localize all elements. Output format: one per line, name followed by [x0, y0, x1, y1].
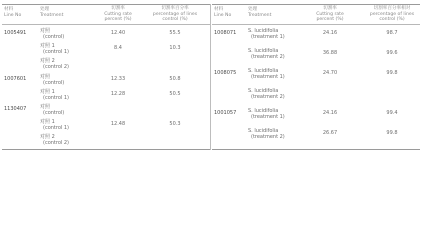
- header-cutting-rate: Cutting rate: [104, 11, 132, 17]
- cell-cutting-rate: 24.16: [322, 30, 338, 36]
- cell-percentage: 50.5: [169, 90, 181, 97]
- header-cutting-rate: 切割率: [323, 6, 337, 11]
- cell-treatment-sub: (treatment 2): [251, 94, 285, 100]
- bottom-rule: [212, 149, 420, 150]
- cell-percentage: 50.3: [169, 121, 181, 128]
- cell-cutting-rate: 12.28: [110, 90, 126, 97]
- cell-treatment: 对照: [40, 28, 51, 34]
- cell-cutting-rate: 12.40: [110, 30, 126, 36]
- cell-cutting-rate: 36.88: [322, 50, 338, 56]
- cell-line-no: 1008075: [214, 70, 237, 76]
- cell-line-no: 1007601: [4, 75, 27, 82]
- header-rule: [2, 24, 210, 25]
- cell-treatment-sub: (treatment 1): [251, 34, 285, 40]
- cell-treatment: S. lucidifolia: [248, 88, 279, 94]
- header-rule: [212, 24, 420, 25]
- header-cutting-rate: 切割率: [111, 6, 125, 11]
- header-line-no: Line No: [4, 13, 22, 18]
- header-cutting-rate: percent (%): [104, 17, 132, 22]
- header-treatment: Treatment: [40, 13, 64, 18]
- cell-percentage: 98.7: [386, 30, 398, 36]
- cell-cutting-rate: 24.70: [322, 70, 338, 76]
- cell-line-no: 1008071: [214, 30, 237, 36]
- cell-treatment-sub: (control 2): [43, 64, 70, 71]
- cell-treatment: S. lucidifolia: [248, 108, 279, 114]
- cell-cutting-rate: 26.67: [322, 130, 338, 136]
- header-treatment: Treatment: [248, 13, 272, 18]
- header-cutting-rate: percent (%): [316, 17, 344, 22]
- cell-treatment: S. lucidifolia: [248, 68, 279, 74]
- cell-cutting-rate: 12.33: [110, 75, 126, 82]
- cell-treatment-sub: (control): [43, 110, 65, 116]
- cell-percentage: 10.3: [169, 45, 181, 52]
- cell-treatment: 对照 2: [40, 134, 55, 141]
- cell-treatment: 对照: [40, 73, 51, 80]
- header-treatment: 处理: [248, 7, 258, 12]
- cell-treatment: S. lucidifolia: [248, 28, 279, 34]
- header-line-no: 材料: [4, 7, 14, 12]
- cell-line-no: 1130407: [4, 106, 27, 112]
- cell-treatment-sub: (control 1): [43, 94, 70, 101]
- header-percentage: control (%): [379, 17, 405, 22]
- cell-percentage: 99.6: [386, 50, 398, 56]
- right-table: [212, 0, 420, 154]
- header-percentage: percentage of lines: [369, 11, 415, 17]
- cell-treatment: S. lucidifolia: [248, 128, 279, 134]
- cell-percentage: 99.8: [386, 70, 398, 76]
- cell-percentage: 50.8: [169, 75, 181, 82]
- bottom-rule: [2, 149, 210, 150]
- cell-percentage: 55.5: [169, 30, 181, 36]
- cell-treatment-sub: (treatment 1): [251, 114, 285, 120]
- cell-treatment-sub: (treatment 2): [251, 54, 285, 60]
- header-cutting-rate: Cutting rate: [316, 11, 344, 17]
- cell-treatment-sub: (control): [43, 34, 65, 40]
- cell-treatment: 对照 1: [40, 119, 55, 126]
- header-line-no: 材料: [214, 7, 224, 12]
- cell-treatment: S. lucidifolia: [248, 48, 279, 54]
- cell-cutting-rate: 12.48: [110, 121, 126, 128]
- cell-treatment: 对照 1: [40, 43, 55, 50]
- cell-treatment-sub: (control 1): [43, 125, 70, 132]
- cell-treatment-sub: (treatment 2): [251, 134, 285, 140]
- cell-treatment: 对照: [40, 104, 51, 110]
- cell-cutting-rate: 8.4: [114, 45, 122, 52]
- header-line-no: Line No: [214, 13, 232, 18]
- cell-cutting-rate: 24.16: [322, 110, 338, 116]
- cell-percentage: 99.4: [386, 110, 398, 116]
- cell-percentage: 99.8: [386, 130, 398, 136]
- cell-treatment-sub: (treatment 1): [251, 74, 285, 80]
- header-percentage: 切割率百分率: [161, 6, 189, 11]
- header-percentage: 切割率百分率相对: [373, 6, 411, 11]
- header-treatment: 处理: [40, 7, 50, 12]
- cell-treatment: 对照 2: [40, 58, 55, 65]
- cell-line-no: 1001057: [214, 110, 237, 116]
- top-rule: [212, 4, 420, 5]
- cell-line-no: 1005491: [4, 30, 27, 36]
- column-divider: [210, 4, 211, 150]
- left-table: [2, 0, 210, 154]
- header-percentage: percentage of lines: [152, 11, 198, 17]
- cell-treatment-sub: (control): [43, 79, 65, 86]
- cell-treatment-sub: (control 2): [43, 140, 70, 147]
- cell-treatment-sub: (control 1): [43, 49, 70, 56]
- top-rule: [2, 4, 210, 5]
- cell-treatment: 对照 1: [40, 88, 55, 95]
- header-percentage: control (%): [162, 17, 188, 22]
